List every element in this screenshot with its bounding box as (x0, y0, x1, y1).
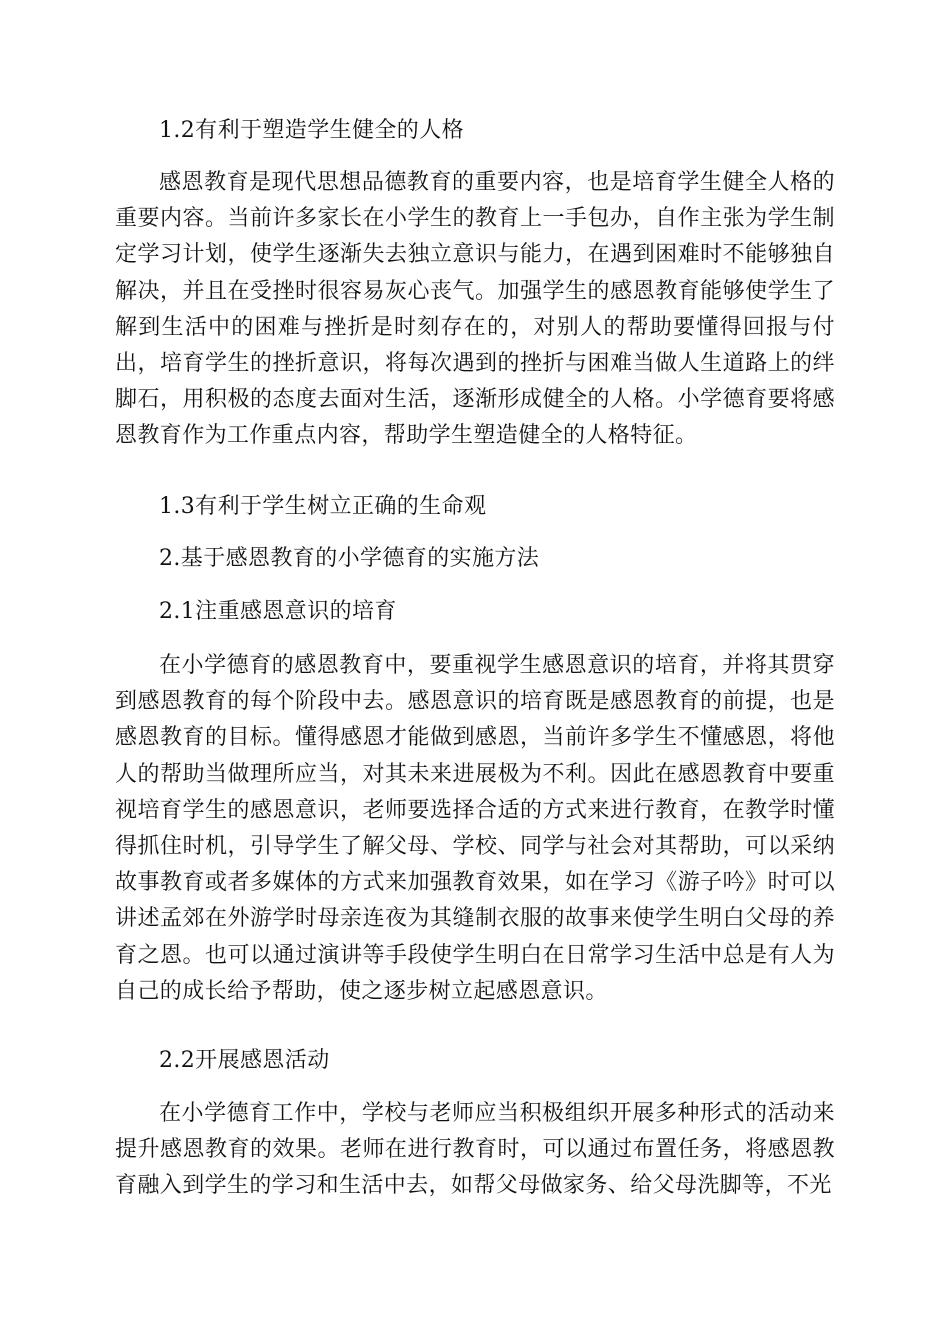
section-heading-2-1: 2.1注重感恩意识的培育 (159, 599, 397, 624)
paragraph-1-2-body: 感恩教育是现代思想品德教育的重要内容，也是培育学生健全人格的重要内容。当前许多家长在小学生的教育上一手包办，自作主张为学生制定学习计划，使学生逐渐失去独立意识与能力，在遇到困难时不能够独自解决，并且在受挫时很容易灰心丧气。加强学生的感恩教育能够使学生了解到生活中的困难与挫折是时刻存在的，对别人的帮助要懂得回报与付出，培育学生的挫折意识，将每次遇到的挫折与困难当做人生道路上的绊脚石，用积极的态度去面对生活，逐渐形成健全的人格。小学德育要将感恩教育作为工作重点内容，帮助学生塑造健全的人格特征。 (115, 170, 835, 449)
section-heading-1-3: 1.3有利于学生树立正确的生命观 (159, 494, 487, 519)
paragraph-2-1-body: 在小学德育的感恩教育中，要重视学生感恩意识的培育，并将其贯穿到感恩教育的每个阶段中去。感恩意识的培育既是感恩教育的前提，也是感恩教育的目标。懂得感恩才能做到感恩，当前许多学生不懂感恩，将他人的帮助当做理所应当，对其未来进展极为不利。因此在感恩教育中要重视培育学生的感恩意识，老师要选择合适的方式来进行教育，在教学时懂得抓住时机，引导学生了解父母、学校、同学与社会对其帮助，可以采纳故事教育或者多媒体的方式来加强教育效果，如在学习《游子吟》时可以讲述孟郊在外游学时母亲连夜为其缝制衣服的故事来使学生明白父母的养育之恩。也可以通过演讲等手段使学生明白在日常学习生活中总是有人为自己的成长给予帮助，使之逐步树立起感恩意识。 (115, 653, 835, 1004)
section-heading-2: 2.基于感恩教育的小学德育的实施方法 (159, 546, 540, 571)
section-heading-2-2: 2.2开展感恩活动 (159, 1048, 330, 1073)
section-heading-1-2: 1.2有利于塑造学生健全的人格 (159, 118, 464, 143)
paragraph-2-2-body: 在小学德育工作中，学校与老师应当积极组织开展多种形式的活动来提升感恩教育的效果。老师在进行教育时，可以通过布置任务，将感恩教育融入到学生的学习和生活中去，如帮父母做家务、给父母洗脚等，不光 (115, 1101, 835, 1199)
